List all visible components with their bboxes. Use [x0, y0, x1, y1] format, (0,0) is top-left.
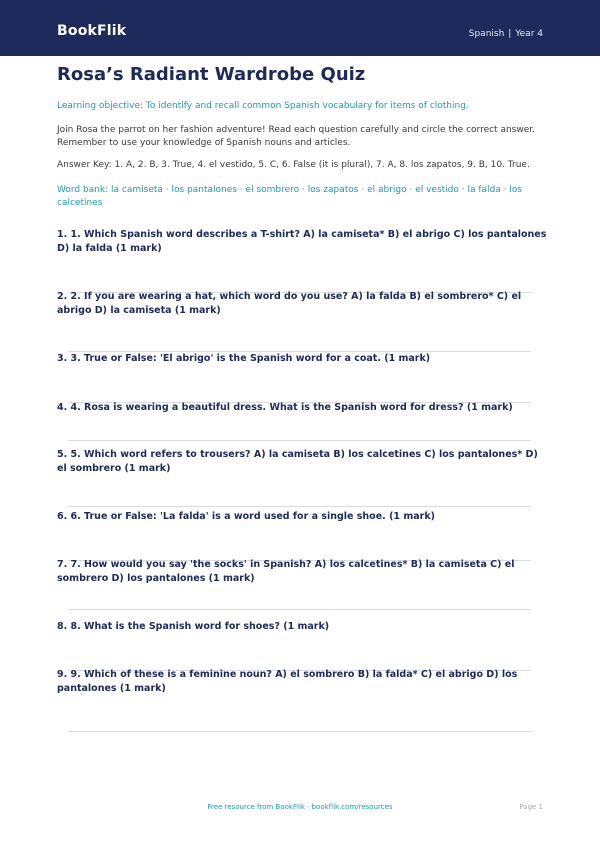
- page-title: Rosa’s Radiant Wardrobe Quiz: [57, 64, 366, 85]
- answer-line: [68, 731, 531, 732]
- brand-logo: BookFlik: [57, 23, 127, 39]
- page-number: Page 1: [519, 803, 543, 811]
- question-2: 2. 2. If you are wearing a hat, which word do you use? A) la falda B) el sombrero* C) el abrigo D) la camiseta (1 mark): [57, 291, 522, 316]
- subject-year-meta: [469, 29, 543, 39]
- answer-line: [68, 506, 531, 507]
- answer-key: Answer Key: 1. A, 2. B, 3. True, 4. el vestido, 5. C, 6. False (it is plural), 7. A, 8. los zapatos, 9. B, 10. True.: [57, 160, 530, 170]
- intro-text: Join Rosa the parrot on her fashion adventure! Read each question carefully and circle the correct answer. Remember to use your knowledge of Spanish nouns and articles.: [57, 125, 535, 148]
- learning-objective: Learning objective: To identify and recall common Spanish vocabulary for items of clothing.: [57, 101, 469, 111]
- meta-separator: |: [508, 29, 512, 39]
- answer-line: [68, 609, 531, 610]
- answer-line: [68, 440, 531, 441]
- question-7: 7. 7. How would you say 'the socks' in Spanish? A) los calcetines* B) la camiseta C) el sombrero D) los pantalones (1 mark): [57, 559, 515, 584]
- question-3: 3. 3. True or False: 'El abrigo' is the Spanish word for a coat. (1 mark): [57, 353, 431, 364]
- question-9: 9. 9. Which of these is a feminine noun? A) el sombrero B) la falda* C) el abrigo D) los pantalones (1 mark): [57, 669, 518, 694]
- question-4: 4. 4. Rosa is wearing a beautiful dress. What is the Spanish word for dress? (1 mark): [57, 402, 513, 413]
- question-6: 6. 6. True or False: 'La falda' is a word used for a single shoe. (1 mark): [57, 511, 435, 522]
- page-header: [0, 0, 600, 56]
- word-bank: Word bank: la camiseta · los pantalones · el sombrero · los zapatos · el abrigo · el vestido · la falda · los calcetines: [57, 185, 523, 208]
- year-label: Year 4: [515, 29, 543, 39]
- question-1: 1. 1. Which Spanish word describes a T-shirt? A) la camiseta* B) el abrigo C) los pantalones D) la falda (1 mark): [57, 229, 547, 254]
- question-8: 8. 8. What is the Spanish word for shoes? (1 mark): [57, 621, 330, 632]
- footer-credit: Free resource from BookFlik · bookflik.com/resources: [207, 803, 393, 811]
- subject-label: Spanish: [468, 29, 505, 39]
- question-5: 5. 5. Which word refers to trousers? A) la camiseta B) los calcetines C) los pantalones* D) el sombrero (1 mark): [57, 449, 538, 474]
